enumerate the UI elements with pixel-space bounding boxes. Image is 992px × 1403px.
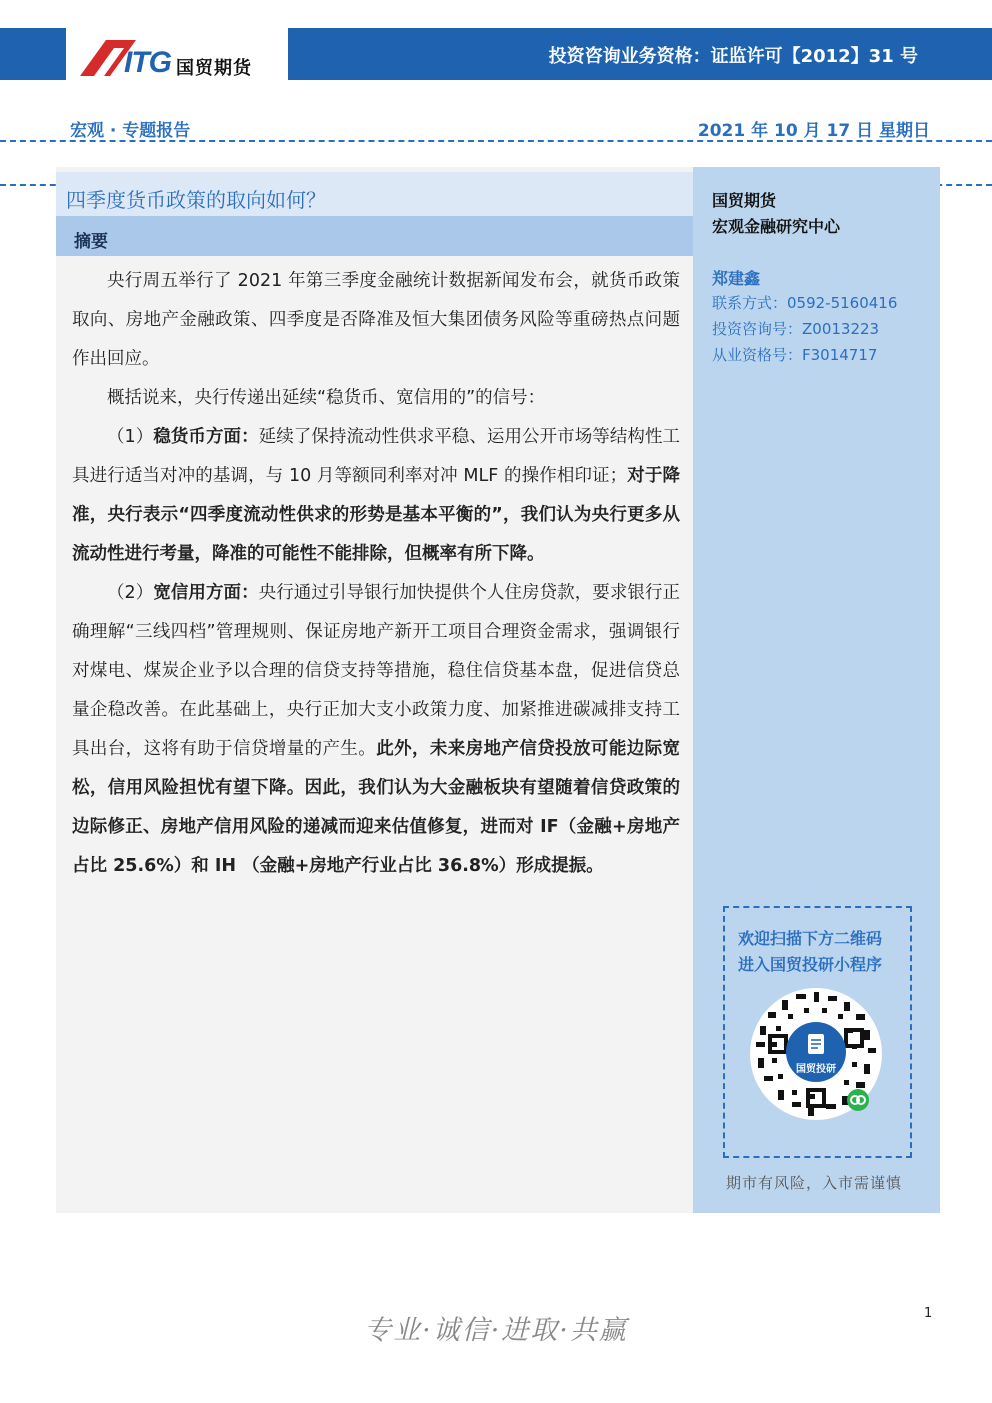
footer-slogan: 专业·诚信·进取·共赢 — [364, 1315, 628, 1346]
sidebar-org: 国贸期货 — [712, 191, 777, 210]
page-number: 1 — [924, 1306, 933, 1321]
abstract-bar — [56, 216, 693, 256]
paragraph-4-prefix: （2） — [107, 583, 154, 603]
analyst-contact: 联系方式：0592-5160416 — [712, 294, 898, 312]
mini-program-qr-code[interactable] — [748, 986, 884, 1122]
analyst-consult-number: 投资咨询号：Z0013223 — [712, 320, 880, 338]
abstract-label: 摘要 — [74, 232, 108, 252]
report-body — [72, 262, 680, 886]
qr-caption-2: 进入国贸投研小程序 — [738, 955, 883, 974]
analyst-name: 郑建鑫 — [712, 269, 761, 288]
paragraph-4-heading: 宽信用方面： — [153, 583, 259, 603]
paragraph-1: 央行周五举行了 2021 年第三季度金融统计数据新闻发布会，就货币政策取向、房地产金融政策、四季度是否降准及恒大集团债务风险等重磅热点问题作出回应。 — [72, 271, 680, 369]
paragraph-3-emphasis: 对于降准，央行表示“四季度流动性供求的形势是基本平衡的”，我们认为央行更多从流动性进行考量，降准的可能性不能排除，但概率有所下降。 — [72, 466, 680, 564]
logo-company-name: 国贸期货 — [176, 58, 252, 79]
report-title: 四季度货币政策的取向如何？ — [66, 188, 326, 212]
sidebar-center: 宏观金融研究中心 — [712, 217, 841, 236]
qr-caption-1: 欢迎扫描下方二维码 — [738, 929, 883, 948]
paragraph-2: 概括说来，央行传递出延续“稳货币、宽信用的”的信号： — [107, 388, 546, 408]
paragraph-3-text: 延续了保持流动性供求平稳、运用公开市场等结构性工具进行适当对冲的基调，与 10 月等额同利率对冲 MLF 的操作相印证； — [72, 427, 681, 486]
report-date: 2021 年 10 月 17 日 星期日 — [697, 121, 930, 141]
analyst-practice-number: 从业资格号：F3014717 — [712, 346, 878, 364]
paragraph-4-text: 央行通过引导银行加快提供个人住房贷款，要求银行正确理解“三线四档”管理规则、保证房地产新开工项目合理资金需求，强调银行对煤电、煤炭企业予以合理的信贷支持等措施，稳住信贷基本盘，促进信贷总量企稳改善。在此基础上，央行正加大支小政策力度、加紧推进碳减排支持工具出台，这将有助于信贷增量的产生。 — [72, 583, 681, 759]
qualification-text: 投资咨询业务资格：证监许可【2012】31 号 — [548, 46, 918, 67]
logo-text: ITG — [124, 46, 171, 79]
paragraph-4 — [72, 574, 680, 886]
paragraph-4-emphasis: 此外，未来房地产信贷投放可能边际宽松，信用风险担忧有望下降。因此，我们认为大金融板块有望随着信贷政策的边际修正、房地产信用风险的递减而迎来估值修复，进而对 IF（金融+房地产占比 25.6%）和 IH （金融+房地产行业占比 36.8%）形成提振。 — [72, 739, 681, 876]
paragraph-3-heading: 稳货币方面： — [153, 427, 259, 447]
report-section: 宏观 · 专题报告 — [70, 121, 191, 141]
paragraph-3-prefix: （1） — [107, 427, 154, 447]
divider-dashed — [0, 140, 992, 142]
qr-center-label: 国贸投研 — [796, 1064, 836, 1075]
paragraph-3 — [72, 418, 680, 574]
risk-warning: 期市有风险，入市需谨慎 — [726, 1174, 903, 1192]
